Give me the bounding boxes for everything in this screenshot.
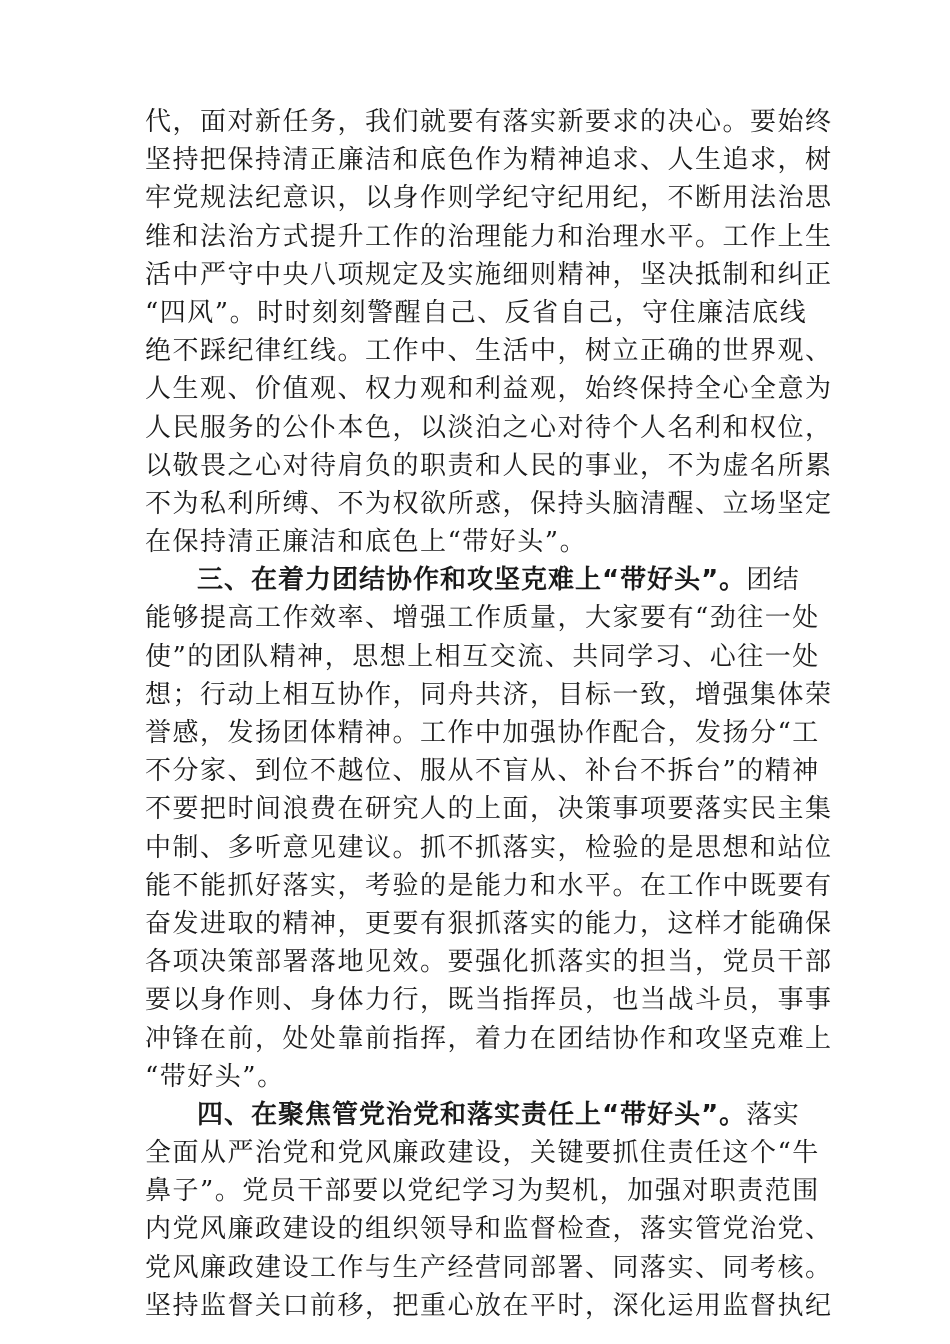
text-line: 不要把时间浪费在研究人的上面，决策事项要落实民主集 <box>145 794 833 825</box>
text-line: 能够提高工作效率、增强工作质量，大家要有“劲往一处 <box>145 603 820 634</box>
text-line: 能不能抓好落实，考验的是能力和水平。在工作中既要有 <box>145 870 833 901</box>
text-line: 以敬畏之心对待肩负的职责和人民的事业，不为虚名所累 <box>145 450 833 481</box>
text-line: 使”的团队精神，思想上相互交流、共同学习、心往一处 <box>145 641 820 672</box>
heading-continuation: 落实 <box>746 1099 800 1130</box>
text-line: 在保持清正廉洁和底色上“带好头”。 <box>145 527 588 558</box>
text-line: 人民服务的公仆本色，以淡泊之心对待个人名利和权位， <box>145 412 833 443</box>
text-line: 维和法治方式提升工作的治理能力和治理水平。工作上生 <box>145 221 833 252</box>
text-line: “四风”。时时刻刻警醒自己、反省自己，守住廉洁底线 <box>145 297 808 328</box>
text-line: 坚持监督关口前移，把重心放在平时，深化运用监督执纪 <box>145 1290 833 1321</box>
text-line: 鼻子”。党员干部要以党纪学习为契机，加强对职责范围 <box>145 1176 820 1207</box>
text-line: 誉感，发扬团体精神。工作中加强协作配合，发扬分“工 <box>145 718 820 748</box>
paragraph-2 <box>145 561 833 1096</box>
text-line: 要以身作则、身体力行，既当指挥员，也当战斗员，事事 <box>145 985 833 1016</box>
text-line: 中制、多听意见建议。抓不抓落实，检验的是思想和站位 <box>145 832 833 863</box>
paragraph-first-line <box>145 1096 807 1134</box>
paragraph-3 <box>145 1096 833 1325</box>
text-line: 活中严守中央八项规定及实施细则精神，坚决抵制和纠正 <box>145 259 833 290</box>
text-line: 不为私利所缚、不为权欲所惑，保持头脑清醒、立场坚定 <box>145 488 833 519</box>
paragraph-1 <box>145 103 833 561</box>
text-line: 党风廉政建设工作与生产经营同部署、同落实、同考核。 <box>145 1252 833 1283</box>
text-line: 坚持把保持清正廉洁和底色作为精神追求、人生追求，树 <box>145 145 833 176</box>
text-line: 冲锋在前，处处靠前指挥，着力在团结协作和攻坚克难上 <box>145 1023 833 1054</box>
text-line: 代，面对新任务，我们就要有落实新要求的决心。要始终 <box>145 107 833 137</box>
text-line: 牢党规法纪意识，以身作则学纪守纪用纪，不断用法治思 <box>145 183 833 214</box>
paragraph-first-line <box>145 561 807 599</box>
text-line: 人生观、价值观、权力观和利益观，始终保持全心全意为 <box>145 374 833 405</box>
document-page <box>145 103 833 1325</box>
text-line: 想；行动上相互协作，同舟共济，目标一致，增强集体荣 <box>145 679 833 710</box>
text-line: 绝不踩纪律红线。工作中、生活中，树立正确的世界观、 <box>145 336 833 367</box>
heading-continuation: 团结 <box>746 565 800 596</box>
text-line: 内党风廉政建设的组织领导和监督检查，落实管党治党、 <box>145 1214 833 1245</box>
text-line: “带好头”。 <box>145 1061 285 1092</box>
text-line: 全面从严治党和党风廉政建设，关键要抓住责任这个“牛 <box>145 1138 820 1169</box>
section-heading: 四、在聚焦管党治党和落实责任上“带好头”。 <box>197 1099 747 1130</box>
section-heading: 三、在着力团结协作和攻坚克难上“带好头”。 <box>197 565 747 596</box>
text-line: 各项决策部署落地见效。要强化抓落实的担当，党员干部 <box>145 947 833 978</box>
text-line: 不分家、到位不越位、服从不盲从、补台不拆台”的精神 <box>145 756 820 787</box>
text-line: 奋发进取的精神，更要有狠抓落实的能力，这样才能确保 <box>145 908 833 939</box>
